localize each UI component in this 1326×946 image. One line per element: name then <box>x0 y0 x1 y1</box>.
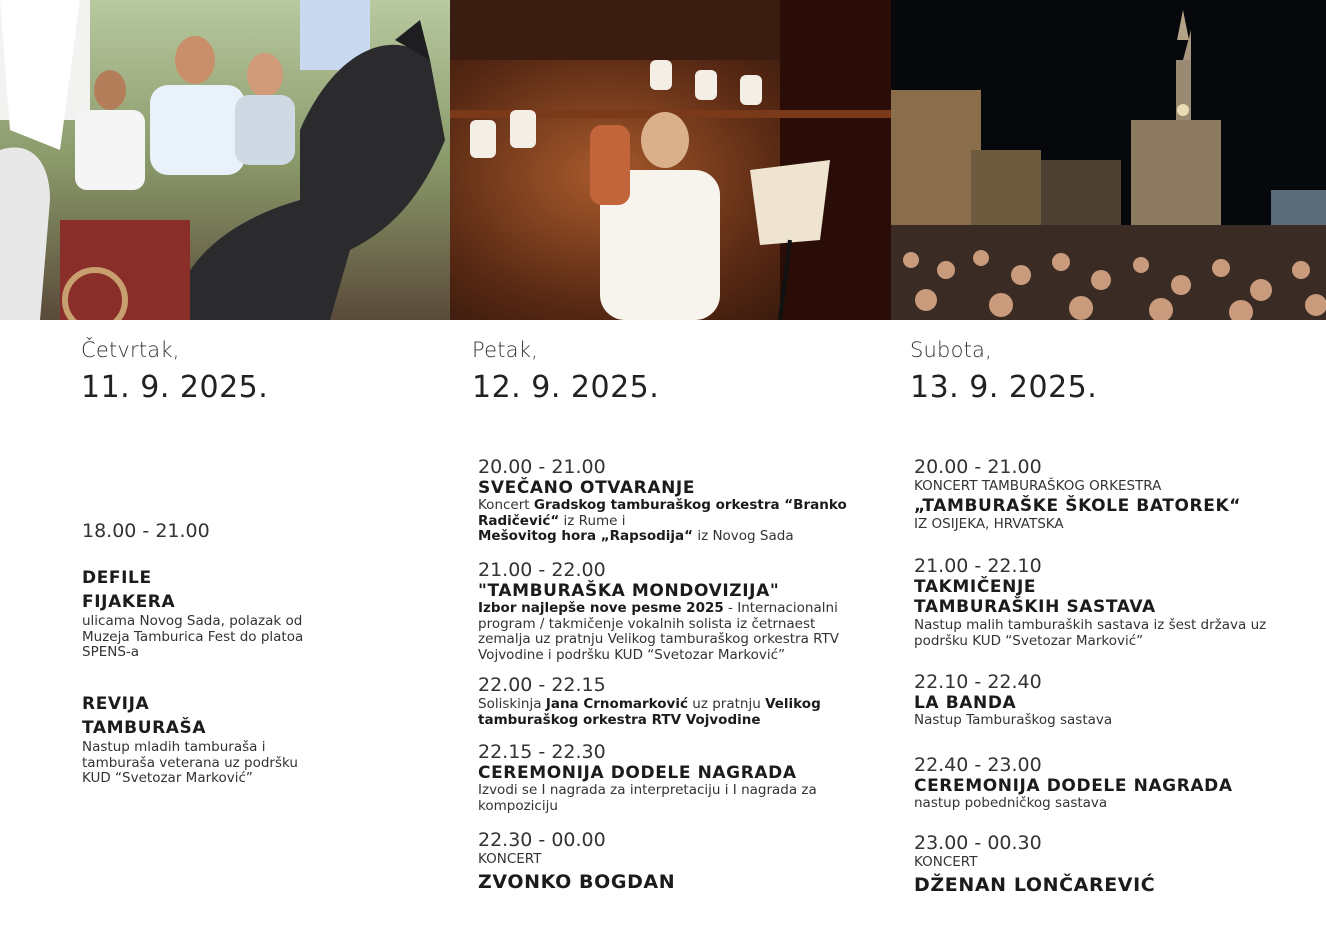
event-label: KONCERT <box>478 851 542 867</box>
event-title: CEREMONIJA DODELE NAGRADA <box>914 776 1233 796</box>
event-time: 22.10 - 22.40 <box>914 671 1042 693</box>
event-title: FIJAKERA <box>82 592 176 612</box>
desc-text: uz pratnju <box>687 696 766 712</box>
event-title: REVIJA <box>82 694 150 714</box>
day-date: 13. 9. 2025. <box>910 370 1098 405</box>
photo-parade-fiaker <box>0 0 450 320</box>
event-batorek <box>914 456 1304 532</box>
desc-bold: Mešovitog hora „Rapsodija“ <box>478 528 694 544</box>
event-description: IZ OSIJEKA, HRVATSKA <box>914 515 1064 532</box>
event-svecano-otvaranje <box>478 456 878 545</box>
event-time: 22.00 - 22.15 <box>478 674 606 696</box>
event-title: TAMBURAŠKIH SASTAVA <box>914 597 1156 617</box>
day-header-saturday <box>910 338 1097 405</box>
event-time: 22.30 - 00.00 <box>478 829 606 851</box>
event-title: TAMBURAŠA <box>82 718 207 738</box>
event-time: 18.00 - 21.00 <box>82 520 210 542</box>
day-name: Subota, <box>910 338 992 362</box>
day-date: 11. 9. 2025. <box>81 370 269 405</box>
orchestra-illustration <box>450 0 891 320</box>
event-dzenan-loncarevic <box>914 832 1304 897</box>
desc-text: iz Novog Sada <box>693 528 794 544</box>
day-name: Petak, <box>472 338 538 362</box>
event-revija <box>82 694 362 787</box>
event-label: KONCERT TAMBURAŠKOG ORKESTRA <box>914 478 1162 494</box>
event-description: nastup pobedničkog sastava <box>914 795 1108 811</box>
event-description: Izvodi se I nagrada za interpretaciju i I nagrada za kompoziciju <box>478 782 817 814</box>
event-time-block <box>82 520 362 542</box>
event-time: 22.40 - 23.00 <box>914 754 1042 776</box>
day-name: Četvrtak, <box>81 338 180 362</box>
event-title: "TAMBURAŠKA MONDOVIZIJA" <box>478 581 780 601</box>
event-title: TAKMIČENJE <box>914 577 1037 597</box>
parade-illustration <box>0 0 450 320</box>
event-title: DEFILE <box>82 568 152 588</box>
desc-bold: Jana Crnomarković <box>545 696 688 712</box>
event-description: Nastup Tamburaškog sastava <box>914 712 1113 728</box>
event-title: „TAMBURAŠKE ŠKOLE BATOREK“ <box>914 495 1241 516</box>
event-defile <box>82 568 362 661</box>
event-title: ZVONKO BOGDAN <box>478 870 676 893</box>
event-description <box>478 498 868 545</box>
event-zvonko-bogdan <box>478 829 878 894</box>
event-takmicenje <box>914 555 1304 649</box>
event-title: SVEČANO OTVARANJE <box>478 478 696 498</box>
event-time: 22.15 - 22.30 <box>478 741 606 763</box>
event-ceremonija-subota <box>914 754 1304 812</box>
event-mondovizija <box>478 559 878 663</box>
desc-bold: Gradskog tamburaškog orkestra “Branko Radičević“ <box>478 497 847 529</box>
event-time: 21.00 - 22.10 <box>914 555 1042 577</box>
event-time: 20.00 - 21.00 <box>914 456 1042 478</box>
photo-square-concert <box>891 0 1326 320</box>
event-time: 23.00 - 00.30 <box>914 832 1042 854</box>
desc-text: Koncert <box>478 497 534 513</box>
desc-text: iz Rume i <box>559 512 626 529</box>
event-title: CEREMONIJA DODELE NAGRADA <box>478 763 797 783</box>
event-description <box>478 601 853 663</box>
desc-text: Soliskinja <box>478 696 546 712</box>
day-header-friday <box>472 338 659 405</box>
event-description: Nastup malih tamburaških sastava iz šest država uz podršku KUD “Svetozar Marković” <box>914 617 1267 649</box>
event-description <box>478 697 853 728</box>
event-title: LA BANDA <box>914 693 1017 713</box>
day-date: 12. 9. 2025. <box>472 370 660 405</box>
event-soliskinja <box>478 674 878 728</box>
event-ceremonija-petak <box>478 741 878 814</box>
event-time: 21.00 - 22.00 <box>478 559 606 581</box>
event-label: KONCERT <box>914 854 978 870</box>
desc-bold: Velikog tamburaškog orkestra RTV Vojvodine <box>478 696 821 728</box>
day-header-thursday <box>81 338 268 405</box>
square-illustration <box>891 0 1326 320</box>
desc-text: - Internacionalni program / takmičenje vokalnih solista iz četrnaest zemalja uz pratnju Velikog tamburaškog orkestra RTV Vojvodine i podršku KUD “Svetozar Marković” <box>478 600 840 663</box>
photo-orchestra <box>450 0 891 320</box>
event-description: Nastup mladih tamburaša i tamburaša veterana uz podršku KUD “Svetozar Marković” <box>82 739 298 786</box>
event-description: ulicama Novog Sada, polazak od Muzeja Tamburica Fest do platoa SPENS-a <box>82 613 304 660</box>
event-time: 20.00 - 21.00 <box>478 456 606 478</box>
desc-bold: Izbor najlepše nove pesme 2025 <box>478 600 724 616</box>
event-la-banda <box>914 671 1304 729</box>
event-title: DŽENAN LONČAREVIĆ <box>914 873 1156 896</box>
